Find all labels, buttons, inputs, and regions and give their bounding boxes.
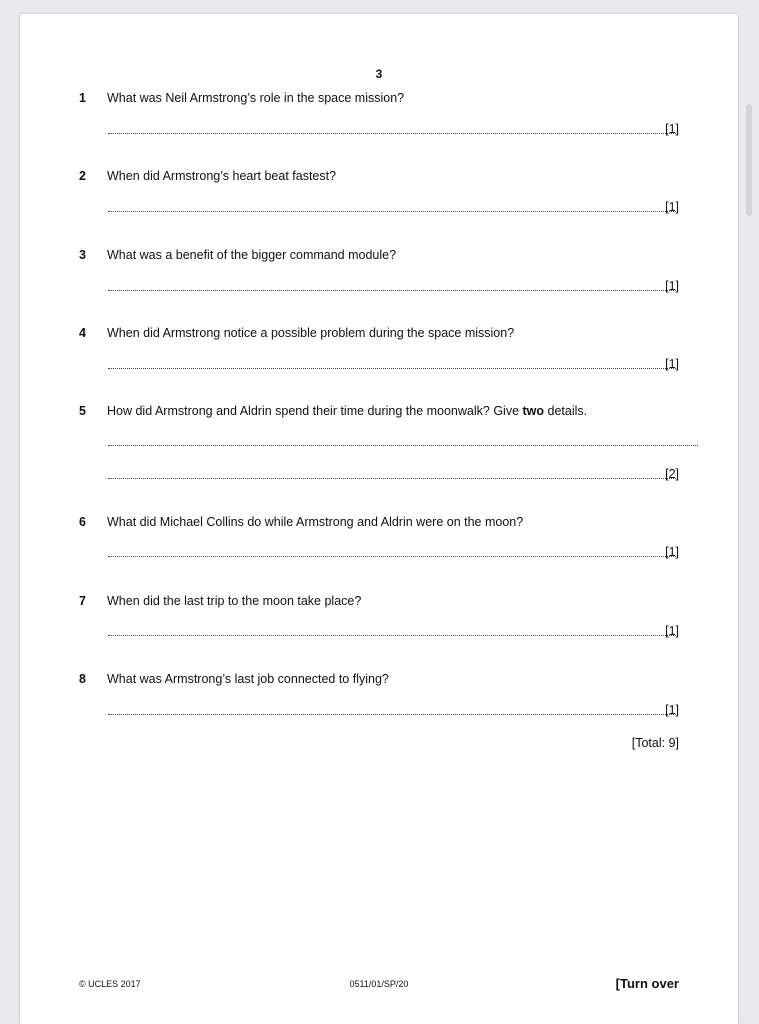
question-text: When did Armstrong’s heart beat fastest? (107, 169, 337, 183)
question-text (107, 404, 587, 418)
marks-label: [1] (665, 279, 679, 293)
marks-label: [2] (665, 467, 679, 481)
answer-line[interactable] (108, 556, 678, 557)
question-number: 5 (79, 404, 86, 418)
question-text-start: How did Armstrong and Aldrin spend their time during the moonwalk? Give (107, 404, 523, 418)
scrollbar-thumb[interactable] (746, 104, 752, 216)
answer-line[interactable] (108, 714, 678, 715)
question-number: 3 (79, 248, 86, 262)
page-number: 3 (375, 67, 383, 81)
marks-label: [1] (665, 200, 679, 214)
exam-page (20, 14, 738, 1024)
question-text: When did Armstrong notice a possible problem during the space mission? (107, 326, 515, 340)
question-number: 2 (79, 169, 86, 183)
answer-line[interactable] (108, 290, 678, 291)
question-number: 4 (79, 326, 86, 340)
answer-line[interactable] (108, 368, 678, 369)
answer-line[interactable] (108, 478, 678, 479)
question-text: What was Neil Armstrong’s role in the space mission? (107, 91, 405, 105)
question-text-emphasis: two (522, 404, 545, 418)
marks-label: [1] (665, 357, 679, 371)
answer-line[interactable] (108, 133, 678, 134)
question-number: 1 (79, 91, 86, 105)
question-number: 8 (79, 672, 86, 686)
marks-label: [1] (665, 703, 679, 717)
question-text-end: details. (544, 404, 588, 418)
marks-label: [1] (665, 545, 679, 559)
question-text: When did the last trip to the moon take place? (107, 594, 362, 608)
question-text: What did Michael Collins do while Armstrong and Aldrin were on the moon? (107, 515, 524, 529)
question-text: What was Armstrong’s last job connected to flying? (107, 672, 389, 686)
marks-label: [1] (665, 624, 679, 638)
total-marks: [Total: 9] (631, 736, 679, 750)
footer-turn-over: [Turn over (615, 976, 679, 991)
footer-paper-code: 0511/01/SP/20 (349, 979, 409, 989)
question-text: What was a benefit of the bigger command module? (107, 248, 397, 262)
answer-line[interactable] (108, 635, 678, 636)
marks-label: [1] (665, 122, 679, 136)
answer-line[interactable] (108, 445, 698, 446)
answer-line[interactable] (108, 211, 678, 212)
footer-copyright: © UCLES 2017 (79, 979, 141, 989)
question-number: 7 (79, 594, 86, 608)
question-number: 6 (79, 515, 86, 529)
